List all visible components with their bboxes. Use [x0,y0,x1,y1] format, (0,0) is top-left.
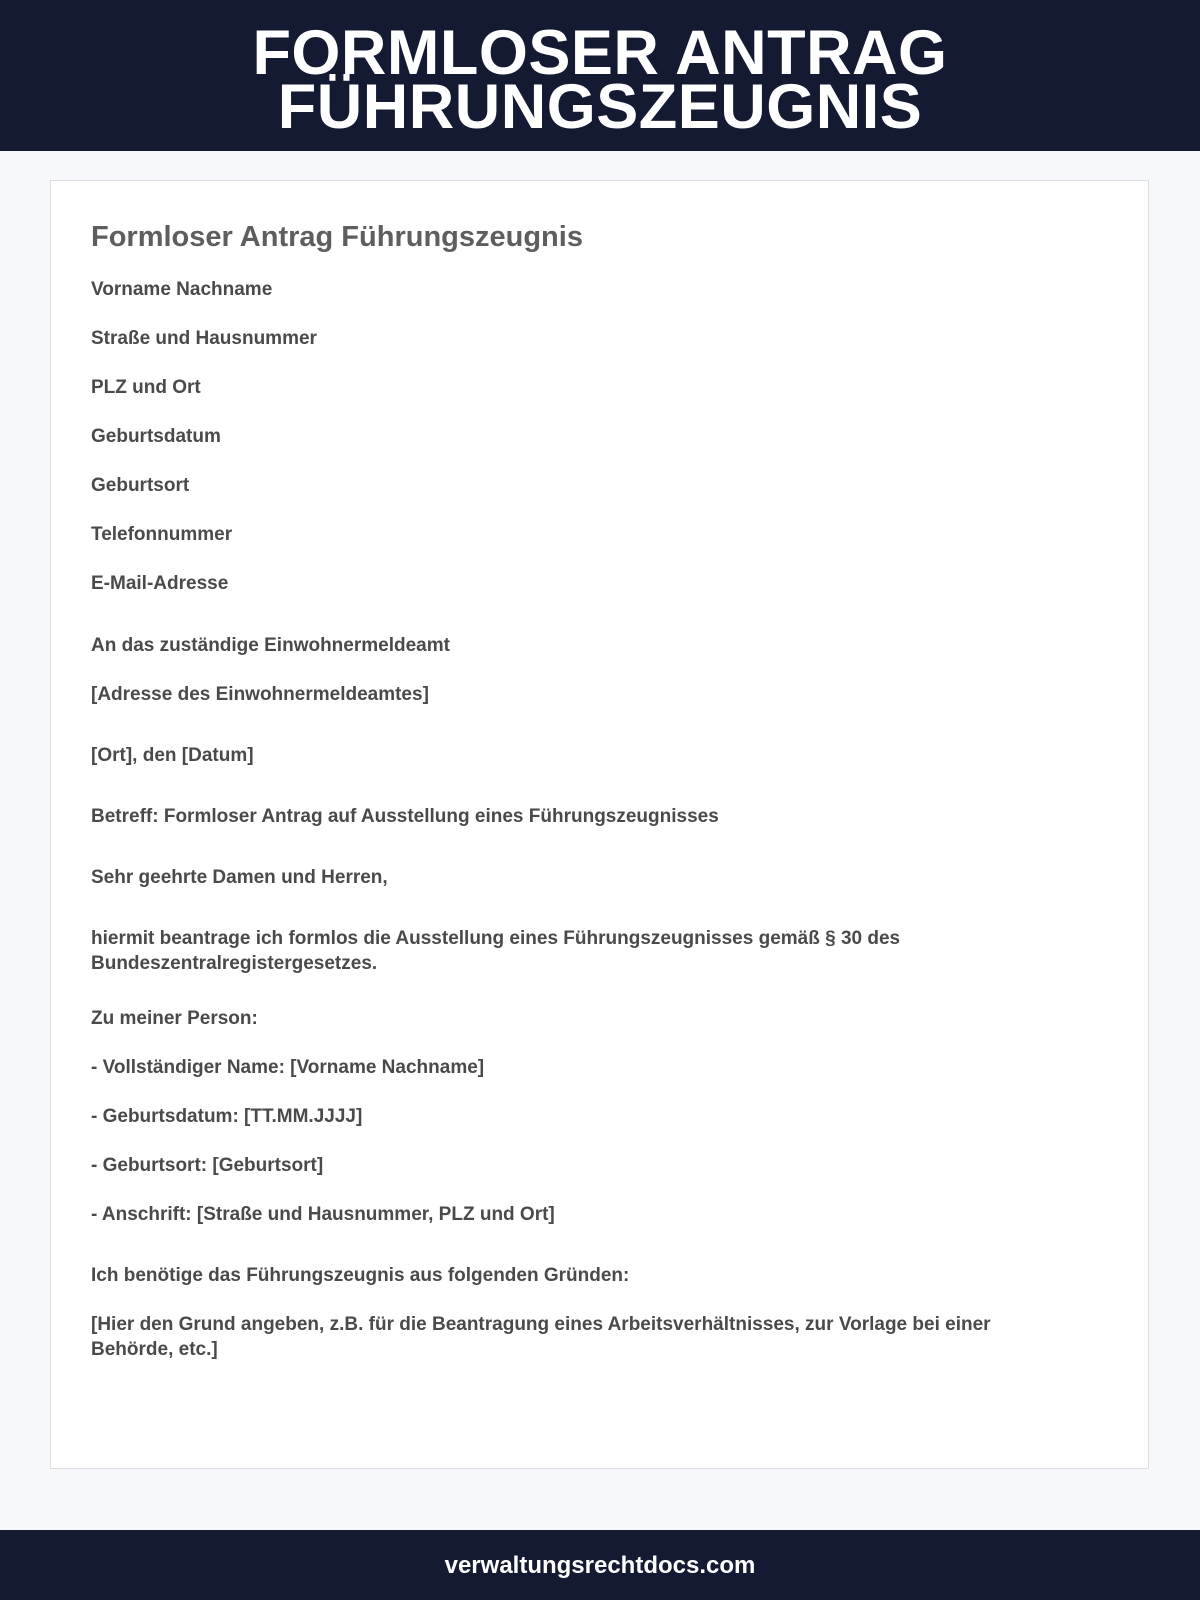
subject-line: Betreff: Formloser Antrag auf Ausstellung eines Führungszeugnisses [91,806,719,827]
reason-heading: Ich benötige das Führungszeugnis aus folgenden Gründen: [91,1265,630,1286]
sender-city: PLZ und Ort [91,377,201,398]
person-heading: Zu meiner Person: [91,1008,258,1029]
recipient-address: [Adresse des Einwohnermeldeamtes] [91,684,429,705]
reason-text: [Hier den Grund angeben, z.B. für die Beantragung eines Arbeitsverhältnisses, zur Vorlage bei einer Behörde, etc.] [91,1314,991,1360]
sender-birthplace: Geburtsort [91,475,190,496]
sender-phone: Telefonnummer [91,524,233,545]
person-item-birthplace: - Geburtsort: [Geburtsort] [91,1155,324,1176]
document-title: Formloser Antrag Führungszeugnis [91,221,583,253]
sender-birthdate: Geburtsdatum [91,426,221,447]
person-item-address: - Anschrift: [Straße und Hausnummer, PLZ und Ort] [91,1204,555,1225]
person-item-name: - Vollständiger Name: [Vorname Nachname] [91,1057,485,1078]
page-header [0,0,1200,151]
page-title [0,0,1200,142]
sender-street: Straße und Hausnummer [91,328,317,349]
salutation: Sehr geehrte Damen und Herren, [91,867,388,888]
recipient-office: An das zuständige Einwohnermeldeamt [91,635,450,656]
sender-name: Vorname Nachname [91,279,273,300]
document-card [50,180,1149,1469]
intro-paragraph: hiermit beantrage ich formlos die Ausstellung eines Führungszeugnisses gemäß § 30 des Bundeszentralregistergesetzes. [91,928,901,974]
title-line-2: FÜHRUNGSZEUGNIS [277,72,923,142]
title-line-1: FORMLOSER ANTRAG [252,18,948,88]
page-footer [0,1530,1200,1600]
person-item-birthdate: - Geburtsdatum: [TT.MM.JJJJ] [91,1106,363,1127]
footer-site-link[interactable]: verwaltungsrechtdocs.com [444,1552,756,1579]
place-date: [Ort], den [Datum] [91,745,254,766]
sender-email: E-Mail-Adresse [91,573,229,594]
